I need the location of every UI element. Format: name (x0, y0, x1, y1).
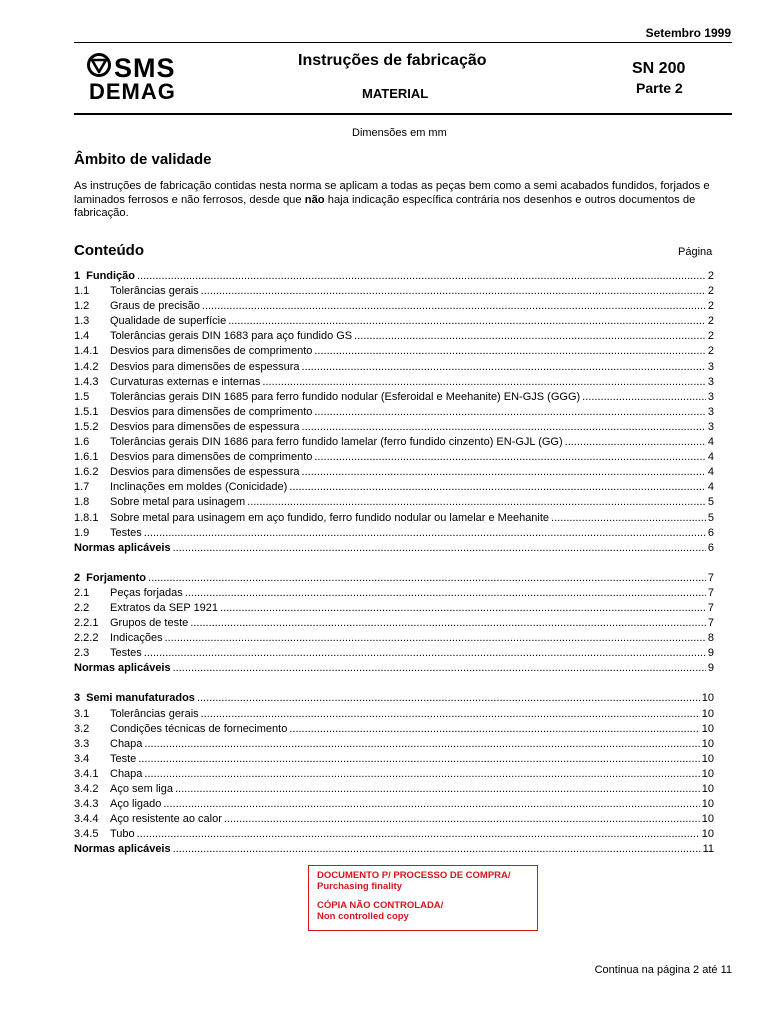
toc-entry-label: Desvios para dimensões de comprimento (110, 405, 313, 418)
toc-entry-label: Sobre metal para usinagem (110, 496, 246, 509)
toc-entry-label: Sobre metal para usinagem em aço fundido, ferro fundido nodular ou lamelar e Meehanite (110, 511, 550, 524)
toc-entry[interactable] (74, 526, 714, 541)
toc-entry-label: Desvios para dimensões de espessura (110, 360, 300, 373)
scope-heading: Âmbito de validade (74, 151, 212, 168)
toc-entry[interactable] (74, 842, 714, 857)
toc-leader-dots (175, 782, 700, 797)
toc-entry[interactable] (74, 797, 714, 812)
toc-entry-label: Curvaturas externas e internas (110, 375, 261, 388)
toc-entry[interactable] (74, 299, 714, 314)
toc-entry-number: 2.2 (74, 601, 90, 614)
toc-entry-number: 1.5.2 (74, 420, 99, 433)
toc-leader-dots (220, 601, 706, 616)
toc-entry[interactable] (74, 314, 714, 329)
toc-entry[interactable] (74, 541, 714, 556)
toc-entry-number: 1.7 (74, 481, 90, 494)
toc-entry-label: Aço sem liga (110, 783, 173, 795)
toc-entry-page: 2 (707, 270, 714, 282)
toc-leader-dots (289, 480, 706, 495)
toc-entry[interactable] (74, 737, 714, 752)
toc-entry-label: Grupos de teste (110, 617, 189, 630)
toc-leader-dots (314, 344, 706, 359)
toc-entry[interactable] (74, 601, 714, 616)
toc-leader-dots (163, 797, 699, 812)
stamp-line-3: CÓPIA NÃO CONTROLADA/ (317, 900, 444, 911)
toc-leader-dots (185, 586, 706, 601)
logo-text-sms: SMS (114, 53, 176, 83)
toc-entry-label: Condições técnicas de fornecimento (110, 722, 288, 735)
toc-leader-dots (354, 329, 706, 344)
toc-entry-label: Inclinações em moldes (Conicidade) (110, 481, 288, 494)
toc-entry-number: 3.4.1 (74, 767, 99, 780)
toc-entry-label: Tolerâncias gerais (110, 285, 199, 298)
toc-entry-label: Tubo (110, 828, 135, 841)
toc-leader-dots (137, 827, 700, 842)
toc-entry[interactable] (74, 435, 714, 450)
document-date: Setembro 1999 (645, 26, 731, 40)
scope-text-part2: haja indicação específica contrária nos desenhos e outros documentos de fabricação. (74, 193, 696, 219)
continuation-note: Continua na página 2 até 11 (594, 964, 732, 976)
toc-entry-page: 7 (707, 586, 714, 599)
toc-entry[interactable] (74, 752, 714, 767)
toc-leader-dots (302, 360, 706, 375)
toc-entry-label: Qualidade de superfície (110, 315, 227, 328)
toc-leader-dots (137, 269, 706, 284)
toc-entry-number: 1.5 (74, 390, 90, 403)
toc-leader-dots (144, 737, 699, 752)
scope-text-bold: não (304, 193, 325, 206)
toc-entry-label: Indicações (110, 632, 163, 645)
uncontrolled-copy-stamp (308, 865, 538, 931)
toc-leader-dots (247, 495, 706, 510)
toc-entry-label: Normas aplicáveis (74, 662, 171, 675)
toc-entry-number: 2.3 (74, 647, 90, 660)
toc-leader-dots (565, 435, 706, 450)
dimensions-note: Dimensões em mm (352, 127, 447, 139)
toc-entry-number: 2.2.2 (74, 632, 99, 645)
toc-page-label: Página (678, 246, 713, 258)
toc-entry-label: Testes (110, 647, 142, 660)
toc-entry-number: 3.4.4 (74, 813, 99, 826)
toc-entry-label: Chapa (110, 737, 143, 750)
toc-entry-page: 10 (701, 798, 714, 811)
table-of-contents (74, 269, 714, 857)
toc-entry-number: 3 (74, 692, 81, 705)
toc-entry-page: 2 (707, 315, 714, 328)
toc-entry-number: 2.2.1 (74, 617, 99, 630)
scope-text-part1: As instruções de fabricação contidas nesta norma se aplicam a todas as peças bem como a semi acabados fundidos, forjados e laminados ferrosos e não ferrosos, desde que (74, 180, 710, 206)
toc-entry-label: Tolerâncias gerais DIN 1683 para aço fundido GS (110, 330, 353, 343)
toc-entry[interactable] (74, 631, 714, 646)
toc-entry-number: 1.6 (74, 436, 90, 449)
toc-entry-label: Aço ligado (110, 798, 162, 811)
toc-entry-page: 9 (707, 662, 714, 675)
toc-entry-page: 9 (707, 647, 714, 660)
toc-entry-number: 1.9 (74, 526, 90, 539)
toc-entry-number: 3.4.2 (74, 783, 99, 795)
toc-entry-page: 2 (707, 345, 714, 358)
toc-entry[interactable] (74, 284, 714, 299)
toc-entry-label: Testes (110, 526, 142, 539)
stamp-line-4: Non controlled copy (317, 911, 409, 922)
toc-entry-number: 1.4 (74, 330, 90, 343)
toc-entry[interactable] (74, 782, 714, 797)
toc-leader-dots (138, 752, 699, 767)
toc-entry-page: 10 (701, 813, 714, 826)
toc-entry-number: 1.6.1 (74, 451, 99, 464)
standard-number: SN 200 (632, 60, 686, 77)
toc-leader-dots (582, 390, 706, 405)
toc-entry[interactable] (74, 405, 714, 420)
toc-entry-number: 1.4.3 (74, 375, 99, 388)
toc-leader-dots (173, 661, 706, 676)
toc-entry[interactable] (74, 329, 714, 344)
toc-entry-label: Forjamento (86, 571, 147, 584)
toc-entry[interactable] (74, 616, 714, 631)
toc-leader-dots (302, 420, 706, 435)
toc-entry-page: 4 (707, 481, 714, 494)
toc-entry[interactable] (74, 691, 714, 706)
toc-entry-label: Desvios para dimensões de espessura (110, 420, 300, 433)
toc-entry[interactable] (74, 495, 714, 510)
toc-entry-label: Tolerâncias gerais DIN 1685 para ferro fundido nodular (Esferoidal e Meehanite) EN-GJS (GGG) (110, 390, 581, 403)
toc-entry[interactable] (74, 571, 714, 586)
toc-entry-page: 7 (707, 617, 714, 630)
toc-entry-label: Semi manufaturados (86, 692, 195, 705)
toc-entry-label: Desvios para dimensões de comprimento (110, 345, 313, 358)
header-top-rule (74, 42, 732, 43)
toc-entry-label: Fundição (86, 270, 136, 282)
toc-entry-page: 5 (707, 511, 714, 524)
toc-entry-page: 4 (707, 436, 714, 449)
scope-paragraph (74, 180, 738, 221)
toc-entry-label: Extratos da SEP 1921 (110, 601, 219, 614)
toc-entry[interactable] (74, 480, 714, 495)
toc-entry-number: 2.1 (74, 586, 90, 599)
toc-entry-number: 1.8 (74, 496, 90, 509)
toc-leader-dots (262, 375, 705, 390)
toc-leader-dots (224, 812, 700, 827)
toc-entry-label: Desvios para dimensões de espessura (110, 466, 300, 479)
toc-entry-page: 10 (701, 707, 714, 720)
toc-leader-dots (314, 450, 706, 465)
toc-leader-dots (551, 511, 706, 526)
toc-leader-dots (201, 284, 706, 299)
toc-leader-dots (197, 691, 700, 706)
toc-entry[interactable] (74, 450, 714, 465)
toc-entry[interactable] (74, 767, 714, 782)
toc-entry-number: 1.3 (74, 315, 90, 328)
toc-entry-label: Chapa (110, 767, 143, 780)
toc-entry[interactable] (74, 390, 714, 405)
toc-entry-page: 10 (701, 752, 714, 765)
toc-leader-dots (302, 465, 706, 480)
toc-entry-number: 1.4.1 (74, 345, 99, 358)
toc-entry-label: Normas aplicáveis (74, 843, 171, 856)
toc-entry-number: 1 (74, 270, 81, 282)
toc-entry-number: 2 (74, 571, 81, 584)
toc-leader-dots (190, 616, 706, 631)
toc-entry-number: 1.2 (74, 300, 90, 313)
toc-entry-page: 11 (702, 843, 714, 856)
toc-entry-page: 6 (707, 541, 714, 554)
toc-entry-label: Tolerâncias gerais (110, 707, 199, 720)
toc-entry[interactable] (74, 586, 714, 601)
toc-leader-dots (202, 299, 706, 314)
standard-part: Parte 2 (636, 80, 683, 96)
stamp-line-2: Purchasing finality (317, 881, 402, 892)
toc-leader-dots (173, 541, 706, 556)
toc-entry-page: 10 (701, 692, 714, 705)
toc-entry-page: 10 (701, 783, 714, 795)
sms-demag-logo (86, 52, 198, 102)
toc-entry-number: 1.8.1 (74, 511, 99, 524)
toc-entry-page: 2 (707, 330, 714, 343)
toc-entry-label: Teste (110, 752, 137, 765)
toc-entry-page: 6 (707, 526, 714, 539)
header-bottom-rule (74, 113, 732, 115)
toc-entry-page: 10 (701, 737, 714, 750)
toc-leader-dots (228, 314, 706, 329)
toc-entry-page: 8 (707, 632, 714, 645)
toc-entry-page: 10 (701, 828, 714, 841)
toc-entry-page: 10 (701, 722, 714, 735)
toc-leader-dots (201, 707, 700, 722)
toc-entry[interactable] (74, 707, 714, 722)
toc-entry-number: 3.4.5 (74, 828, 99, 841)
toc-entry[interactable] (74, 465, 714, 480)
toc-leader-dots (144, 526, 706, 541)
toc-leader-dots (173, 842, 701, 857)
toc-entry[interactable] (74, 344, 714, 359)
toc-entry[interactable] (74, 511, 714, 526)
toc-entry-page: 10 (701, 767, 714, 780)
toc-entry-label: Peças forjadas (110, 586, 183, 599)
toc-entry-page: 3 (707, 360, 714, 373)
toc-entry-label: Aço resistente ao calor (110, 813, 222, 826)
toc-entry-page: 3 (707, 405, 714, 418)
toc-entry[interactable] (74, 827, 714, 842)
toc-entry[interactable] (74, 420, 714, 435)
toc-entry-label: Normas aplicáveis (74, 541, 171, 554)
toc-entry-number: 1.5.1 (74, 405, 99, 418)
toc-entry-number: 3.4.3 (74, 798, 99, 811)
toc-entry-number: 3.2 (74, 722, 90, 735)
toc-entry-label: Graus de precisão (110, 300, 200, 313)
toc-entry-page: 3 (707, 390, 714, 403)
toc-entry-label: Desvios para dimensões de comprimento (110, 451, 313, 464)
document-title: Instruções de fabricação (298, 52, 487, 69)
toc-leader-dots (289, 722, 699, 737)
toc-entry-number: 3.4 (74, 752, 90, 765)
toc-heading: Conteúdo (74, 242, 144, 259)
toc-entry[interactable] (74, 661, 714, 676)
toc-leader-dots (148, 571, 706, 586)
toc-entry-page: 7 (707, 571, 714, 584)
logo-text-demag: DEMAG (89, 79, 176, 102)
toc-entry-page: 2 (707, 300, 714, 313)
toc-leader-dots (144, 646, 706, 661)
toc-entry-number: 1.4.2 (74, 360, 99, 373)
toc-entry-number: 3.3 (74, 737, 90, 750)
document-subtitle: MATERIAL (362, 86, 429, 101)
toc-entry[interactable] (74, 375, 714, 390)
toc-leader-dots (314, 405, 706, 420)
toc-entry[interactable] (74, 269, 714, 284)
toc-entry[interactable] (74, 812, 714, 827)
toc-entry[interactable] (74, 722, 714, 737)
toc-entry[interactable] (74, 360, 714, 375)
toc-entry-number: 1.1 (74, 285, 90, 298)
toc-entry-label: Tolerâncias gerais DIN 1686 para ferro fundido lamelar (ferro fundido cinzento) EN-GJL (GG) (110, 436, 563, 449)
toc-entry-page: 2 (707, 285, 714, 298)
toc-entry-page: 5 (707, 496, 714, 509)
toc-entry-page: 4 (707, 466, 714, 479)
toc-leader-dots (144, 767, 699, 782)
toc-entry-page: 3 (707, 375, 714, 388)
toc-entry[interactable] (74, 646, 714, 661)
toc-entry-number: 3.1 (74, 707, 90, 720)
toc-entry-page: 4 (707, 451, 714, 464)
toc-entry-page: 3 (707, 420, 714, 433)
toc-entry-page: 7 (707, 601, 714, 614)
toc-entry-number: 1.6.2 (74, 466, 99, 479)
stamp-line-1: DOCUMENTO P/ PROCESSO DE COMPRA/ (317, 870, 511, 881)
toc-leader-dots (165, 631, 706, 646)
